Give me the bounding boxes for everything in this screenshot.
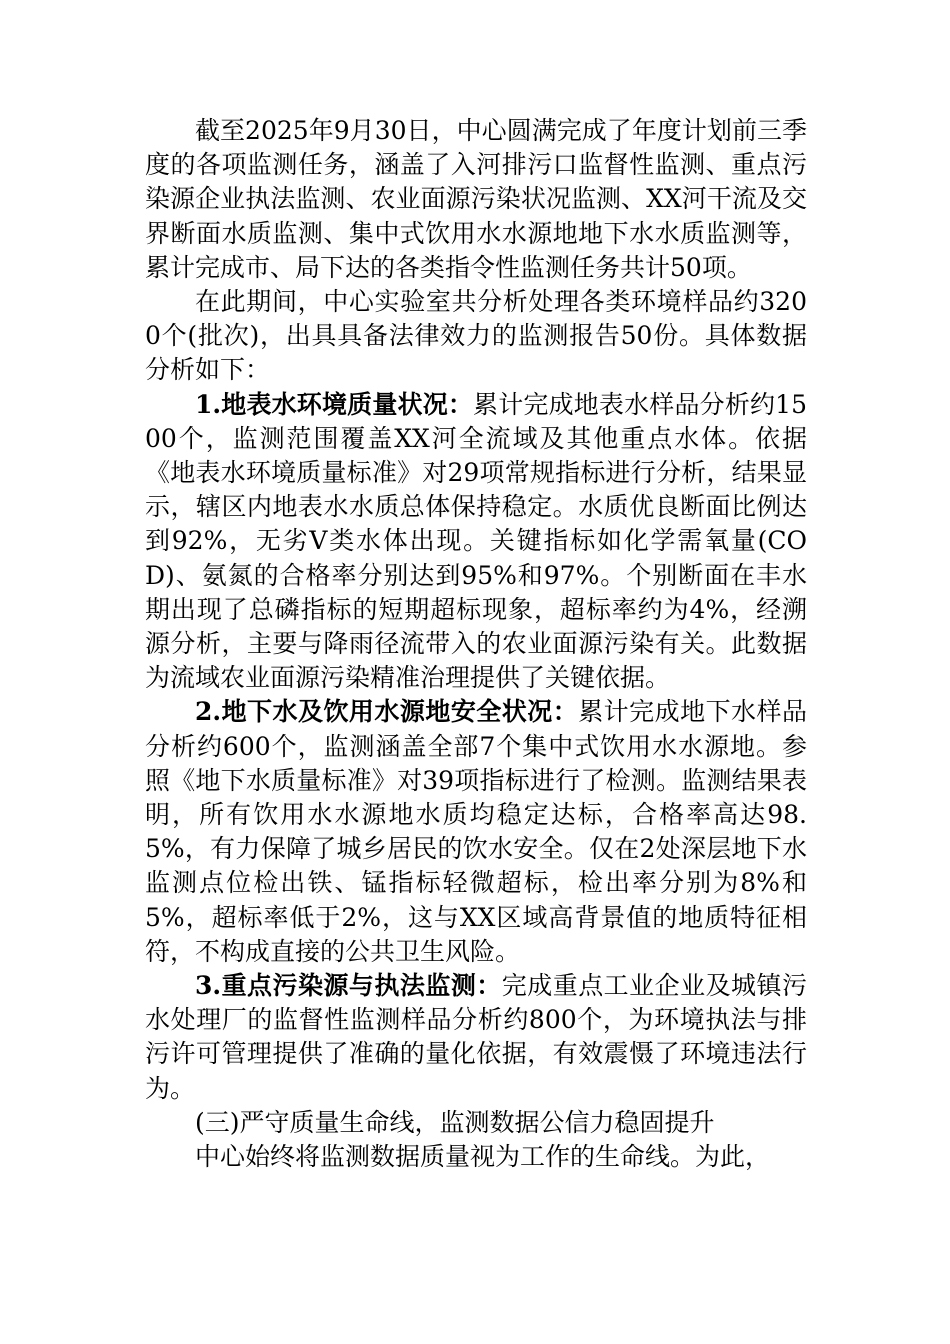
paragraph-groundwater — [145, 695, 807, 969]
paragraph-text: 完成重点工业企业及城镇污水处理厂的监督性监测样品分析约800个，为环境执法与排污许可管理提供了准确的量化依据，有效震慑了环境违法行为。 — [145, 971, 807, 1103]
paragraph-heading: 1.地表水环境质量状况： — [195, 389, 474, 419]
document-body — [145, 114, 807, 1174]
paragraph-pollution-source — [145, 969, 807, 1106]
paragraph-quality-intro — [145, 1140, 807, 1174]
paragraph-surface-water — [145, 388, 807, 696]
section-heading-quality — [145, 1106, 807, 1140]
paragraph-text: 中心始终将监测数据质量视为工作的生命线。为此， — [195, 1142, 771, 1172]
paragraph-text: 累计完成地表水样品分析约1500个，监测范围覆盖XX河全流域及其他重点水体。依据《地表水环境质量标准》对29项常规指标进行分析，结果显示，辖区内地表水水质总体保持稳定。水质优良断面比例达到92%，无劣Ⅴ类水体出现。关键指标如化学需氧量(COD)、氨氮的合格率分别达到95%和97%。个别断面在丰水期出现了总磷指标的短期超标现象，超标率约为4%，经溯源分析，主要与降雨径流带入的农业面源污染有关。此数据为流域农业面源污染精准治理提供了关键依据。 — [145, 389, 807, 693]
section-heading-text: (三)严守质量生命线，监测数据公信力稳固提升 — [195, 1107, 715, 1137]
paragraph-heading: 3.重点污染源与执法监测： — [195, 971, 502, 1001]
paragraph-text: 截至2025年9月30日，中心圆满完成了年度计划前三季度的各项监测任务，涵盖了入河排污口监督性监测、重点污染源企业执法监测、农业面源污染状况监测、XX河干流及交界断面水质监测、集中式饮用水水源地地下水水质监测等，累计完成市、局下达的各类指令性监测任务共计50项。 — [145, 116, 807, 282]
paragraph-text: 在此期间，中心实验室共分析处理各类环境样品约3200个(批次)，出具具备法律效力的监测报告50份。具体数据分析如下： — [145, 287, 807, 385]
paragraph-sample-analysis — [145, 285, 807, 388]
paragraph-task-completion — [145, 114, 807, 285]
paragraph-heading: 2.地下水及饮用水源地安全状况： — [195, 697, 579, 727]
paragraph-text: 累计完成地下水样品分析约600个，监测涵盖全部7个集中式饮用水水源地。参照《地下水质量标准》对39项指标进行了检测。监测结果表明，所有饮用水水源地水质均稳定达标，合格率高达98.5%，有力保障了城乡居民的饮水安全。仅在2处深层地下水监测点位检出铁、锰指标轻微超标，检出率分别为8%和5%，超标率低于2%，这与XX区域高背景值的地质特征相符，不构成直接的公共卫生风险。 — [145, 697, 807, 966]
